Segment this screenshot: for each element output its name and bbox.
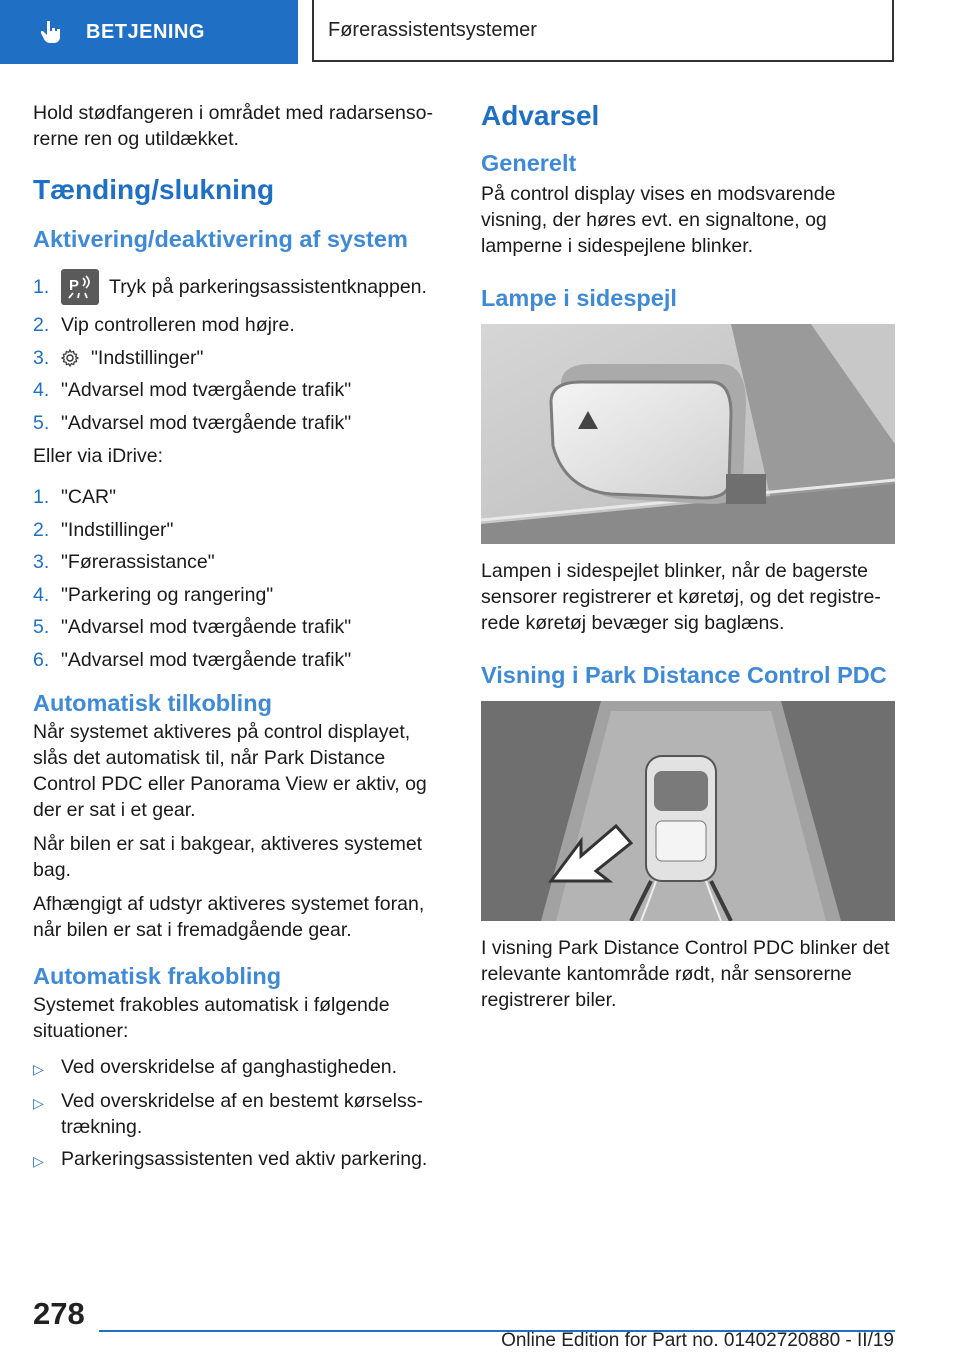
step-text: "Parkering og rangering" xyxy=(61,583,274,606)
frakobling-bullet-list xyxy=(33,1054,449,1174)
step-number: 2. xyxy=(33,518,50,541)
step-number: 4. xyxy=(33,379,50,402)
edition-text: Online Edition for Part no. 01402720880 - II/19 xyxy=(501,1330,894,1351)
heading-lampe: Lampe i sidespejl xyxy=(481,285,677,311)
step-text: Vip controlleren mod højre. xyxy=(61,314,295,337)
triangle-bullet-icon: ▷ xyxy=(33,1061,44,1077)
heading-visning: Visning i Park Distance Control PDC xyxy=(481,662,887,688)
section-title-text: Førerassistentsystemer xyxy=(328,18,537,41)
list-item xyxy=(33,579,449,612)
list-item xyxy=(33,1146,449,1174)
list-item xyxy=(33,407,449,440)
auto-frakobling-p: Systemet frakobles automatisk i følgende situationer: xyxy=(33,994,390,1042)
intro-paragraph: Hold stødfangeren i området med radarsensorerne ren og utildækket. xyxy=(33,102,433,150)
step-text: "Advarsel mod tværgående trafik" xyxy=(61,411,352,434)
auto-tilkobling-p1: Når systemet aktiveres på control displayet, slås det automatisk til, når Park Distance Control PDC eller Panorama View er aktiv, og der er sat i et gear. xyxy=(33,721,427,821)
right-column xyxy=(481,100,895,1021)
chapter-label: BETJENING xyxy=(86,20,205,43)
step-number: 3. xyxy=(33,346,50,369)
heading-auto-tilkobling: Automatisk tilkobling xyxy=(33,690,272,716)
step-text: "Førerassistance" xyxy=(61,551,215,574)
visning-paragraph: I visning Park Distance Control PDC blinker det relevante kantområde rødt, når sensorerne registrerer biler. xyxy=(481,937,890,1011)
step-number: 6. xyxy=(33,648,50,671)
pdc-display-illustration xyxy=(481,701,895,921)
bullet-text: Parkeringsassistenten ved aktiv parkering. xyxy=(61,1148,428,1170)
step-text: Tryk på parkeringsassistentknappen. xyxy=(109,276,427,298)
chapter-tab xyxy=(0,0,298,64)
page-number: 278 xyxy=(33,1296,85,1331)
step-number: 1. xyxy=(33,276,50,298)
list-item xyxy=(33,374,449,407)
step-number: 2. xyxy=(33,314,50,337)
heading-aktivering: Aktivering/deaktivering af system xyxy=(33,226,408,252)
section-title xyxy=(312,0,894,62)
list-item xyxy=(33,644,449,677)
auto-tilkobling-p3: Afhængigt af udstyr aktiveres systemet foran, når bilen er sat i fremadgående gear. xyxy=(33,893,425,941)
or-idrive-text: Eller via iDrive: xyxy=(33,445,164,467)
step-number: 5. xyxy=(33,616,50,639)
heading-auto-frakobling: Automatisk frakobling xyxy=(33,963,282,989)
auto-tilkobling-p2: Når bilen er sat i bakgear, aktiveres systemet bag. xyxy=(33,833,423,881)
heading-taending: Tænding/slukning xyxy=(33,174,275,205)
left-column xyxy=(33,100,449,1180)
triangle-bullet-icon: ▷ xyxy=(33,1095,44,1111)
bullet-text: Ved overskridelse af en bestemt kørselsstrækning. xyxy=(61,1090,423,1138)
list-item xyxy=(33,611,449,644)
list-item xyxy=(33,1054,449,1082)
list-item xyxy=(33,481,449,514)
step-text: "Advarsel mod tværgående trafik" xyxy=(61,648,352,671)
step-text: "Indstillinger" xyxy=(91,346,204,369)
lampe-paragraph: Lampen i sidespejlet blinker, når de bagerste sensorer registrerer et køretøj, og det registrerede køretøj bevæger sig baglæns. xyxy=(481,560,881,634)
step-number: 1. xyxy=(33,486,50,509)
list-item xyxy=(33,265,449,309)
list-item xyxy=(33,309,449,342)
gear-icon xyxy=(61,349,79,367)
step-text: "Indstillinger" xyxy=(61,518,174,541)
list-item xyxy=(33,1088,449,1140)
bullet-text: Ved overskridelse af ganghastigheden. xyxy=(61,1056,398,1078)
heading-advarsel: Advarsel xyxy=(481,100,600,131)
idrive-steps-list xyxy=(33,481,449,676)
list-item xyxy=(33,546,449,579)
parking-assistant-button-icon xyxy=(61,269,99,305)
generelt-paragraph: På control display vises en modsvarende visning, der høres evt. en signaltone, og lamperne i sidespejlene blinker. xyxy=(481,183,836,257)
step-number: 3. xyxy=(33,551,50,574)
step-text: "Advarsel mod tværgående trafik" xyxy=(61,379,352,402)
svg-text:P: P xyxy=(69,277,80,294)
heading-generelt: Generelt xyxy=(481,150,577,176)
step-text: "Advarsel mod tværgående trafik" xyxy=(61,616,352,639)
list-item xyxy=(33,514,449,547)
step-number: 5. xyxy=(33,411,50,434)
side-mirror-illustration xyxy=(481,324,895,544)
triangle-bullet-icon: ▷ xyxy=(33,1153,44,1169)
steps-list xyxy=(33,265,449,439)
step-number: 4. xyxy=(33,583,50,606)
hand-pointer-icon xyxy=(38,19,64,45)
list-item xyxy=(33,342,449,375)
step-text: "CAR" xyxy=(61,486,117,509)
